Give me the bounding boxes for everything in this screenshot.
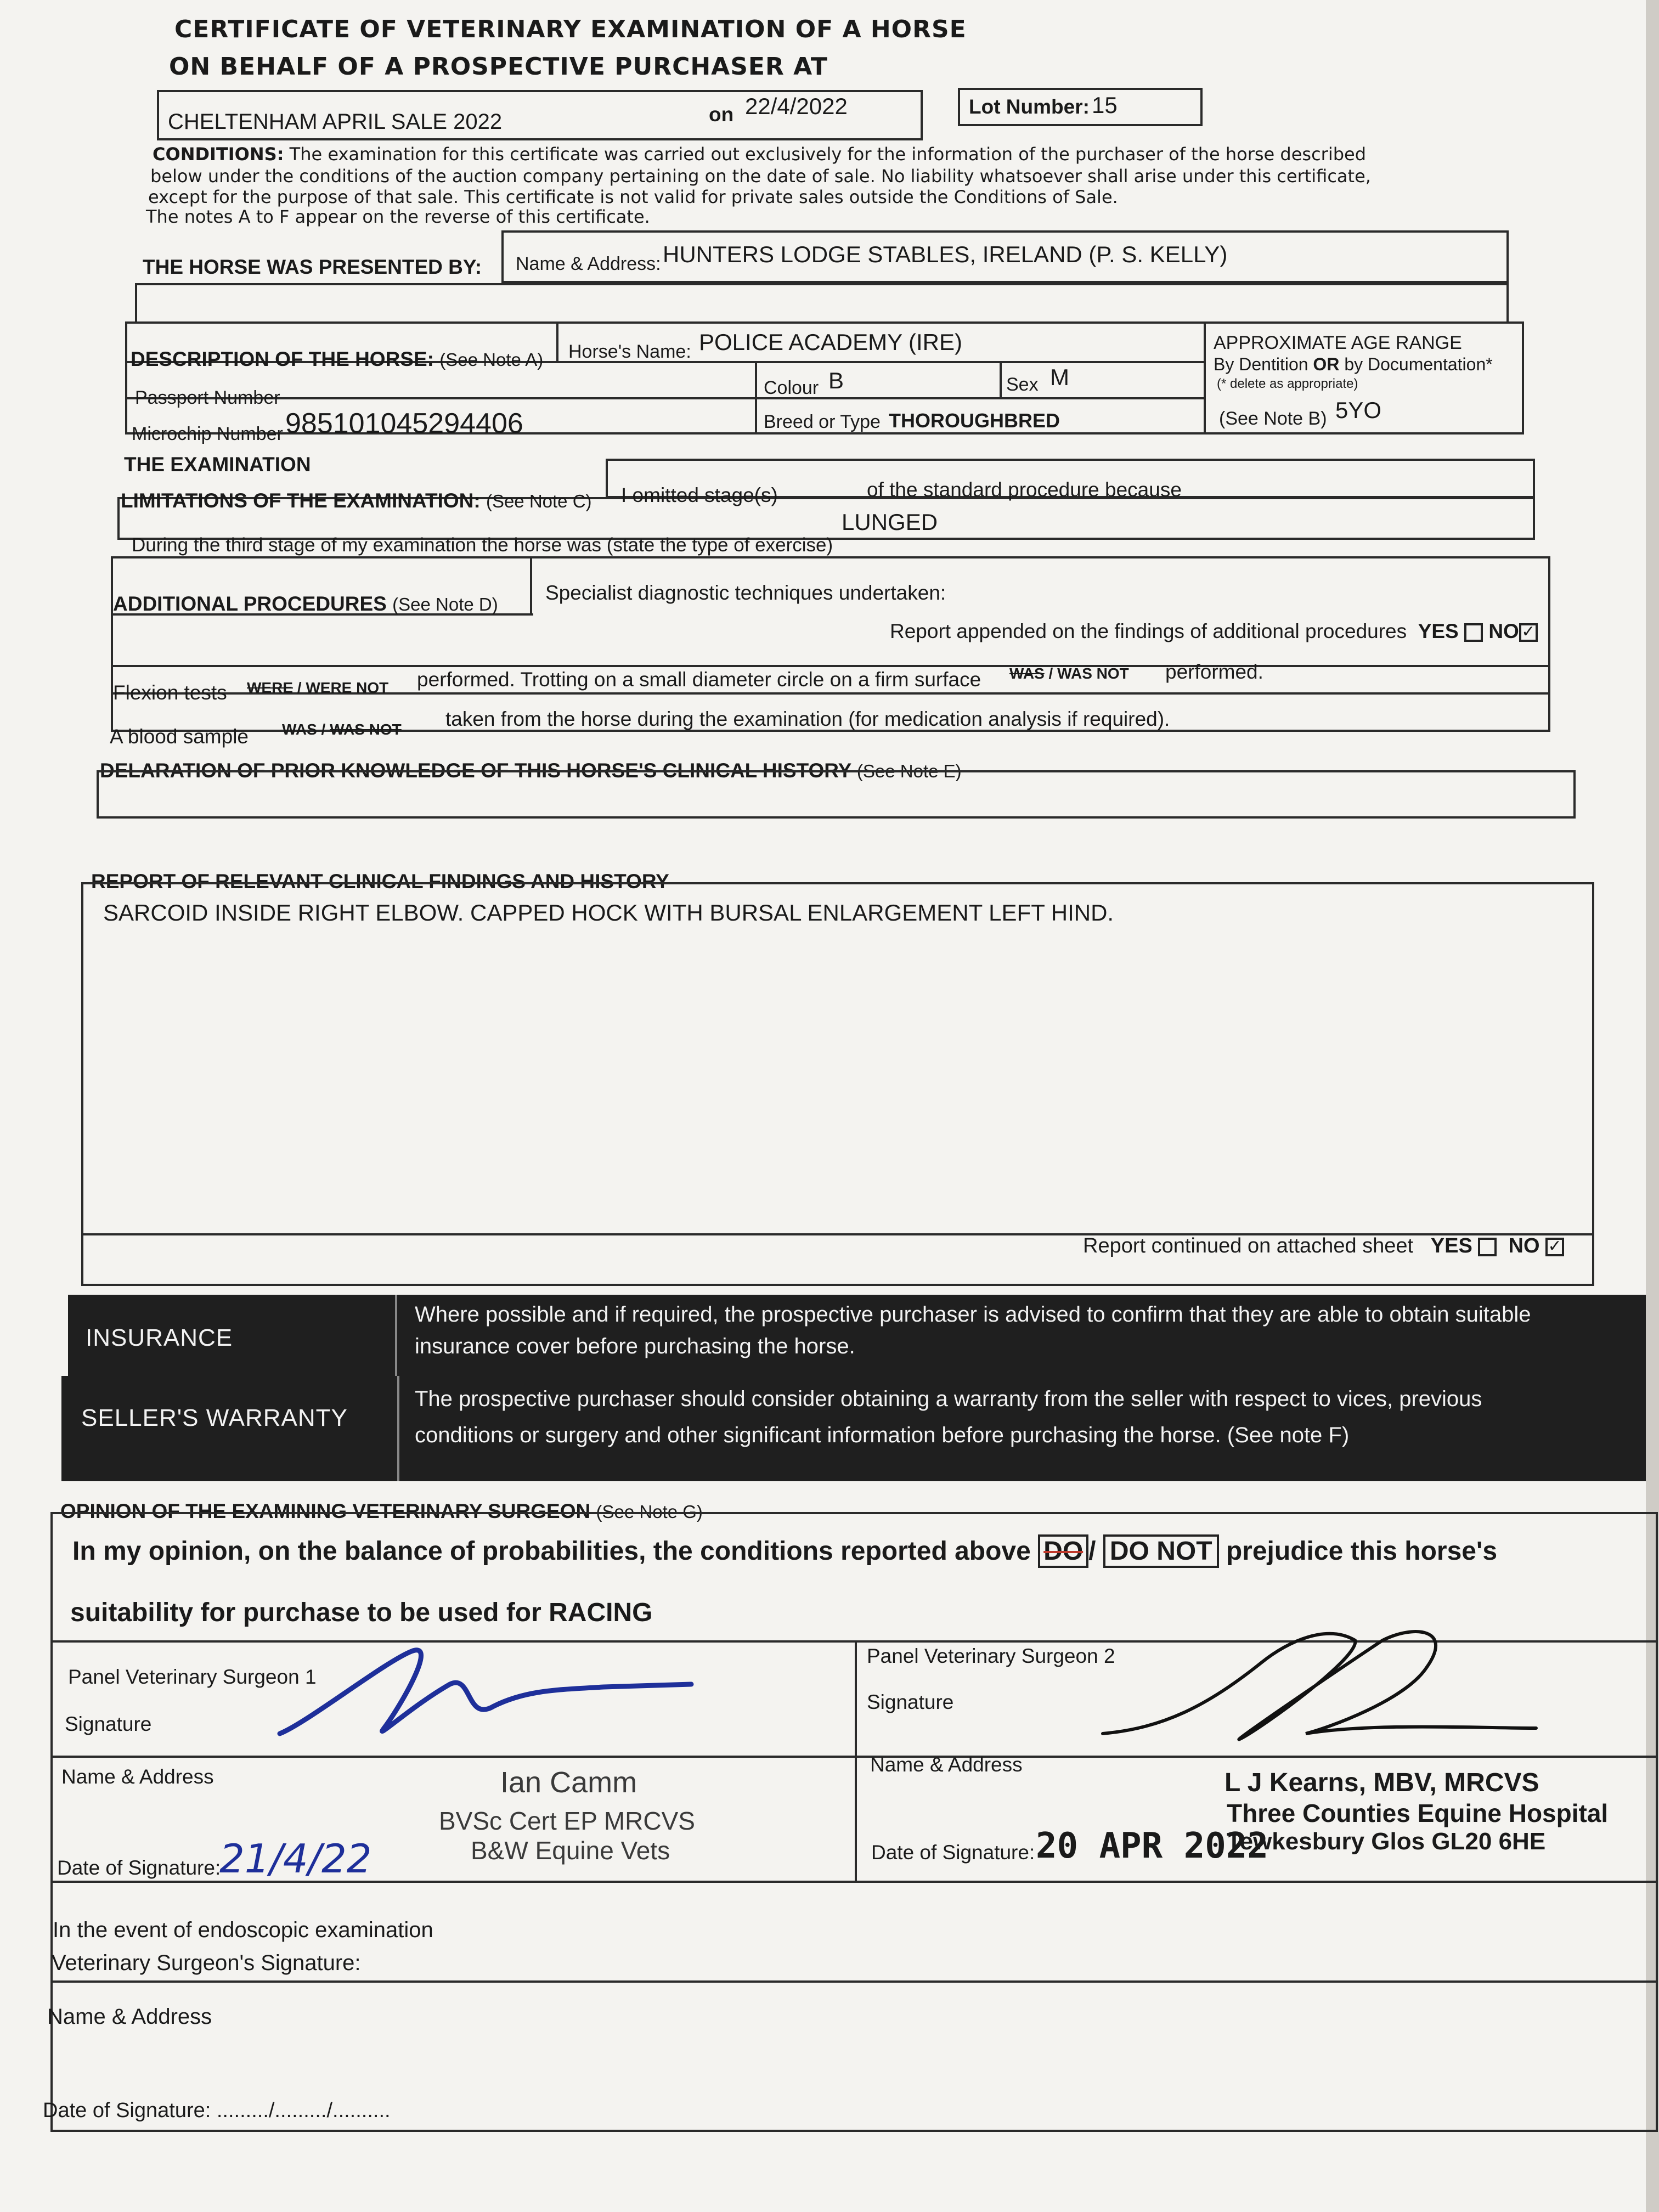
insurance-band <box>68 1295 1646 1377</box>
third-stage-value: LUNGED <box>842 509 938 535</box>
surgeon-2-name-label: Name & Address <box>870 1753 1023 1776</box>
passport-label: Passport Number <box>135 387 280 408</box>
colour-label: Colour <box>764 377 819 398</box>
conditions-line-1: CONDITIONS: The examination for this certificate was carried out exclusively for the information of the purchaser of the horse described <box>153 144 1367 165</box>
panel-surgeon-2-label: Panel Veterinary Surgeon 2 <box>867 1645 1115 1667</box>
trotting-performed: performed. <box>1165 661 1263 683</box>
presented-box-2 <box>135 283 1509 324</box>
surgeon-2-name: L J Kearns, MBV, MRCVS <box>1224 1768 1539 1797</box>
warranty-text-2: conditions or surgery and other significant information before purchasing the horse. (See note F) <box>415 1423 1350 1447</box>
surgeon-1-name-label: Name & Address <box>61 1765 214 1788</box>
third-stage-label: During the third stage of my examination the horse was (state the type of exercise) <box>132 534 833 556</box>
do-not-option: DO NOT <box>1103 1534 1219 1568</box>
report-label: REPORT OF RELEVANT CLINICAL FINDINGS AND HISTORY <box>91 870 669 893</box>
presented-label: THE HORSE WAS PRESENTED BY: <box>143 256 482 278</box>
surgeon-2-address: Tewkesbury Glos GL20 6HE <box>1227 1828 1546 1855</box>
sex-label: Sex <box>1006 374 1039 395</box>
examination-label: THE EXAMINATION <box>124 453 311 476</box>
report-appended-label: Report appended on the findings of additional procedures YES NO ✓ <box>890 620 1538 643</box>
title-line-2: ON BEHALF OF A PROSPECTIVE PURCHASER AT <box>169 53 828 81</box>
age-title: APPROXIMATE AGE RANGE <box>1214 332 1462 353</box>
limitations-label: LIMITATIONS OF THE EXAMINATION: (See Note C) <box>121 489 592 512</box>
warranty-band <box>61 1376 1646 1481</box>
flexion-options: WERE / WERE NOT <box>247 679 389 696</box>
appended-no-checkbox[interactable]: ✓ <box>1519 623 1538 642</box>
surgeon-2-date-label: Date of Signature: <box>871 1841 1035 1864</box>
surgeon-1-date-label: Date of Signature: <box>57 1857 221 1879</box>
panel-surgeon-1-label: Panel Veterinary Surgeon 1 <box>68 1666 317 1688</box>
sale-name: CHELTENHAM APRIL SALE 2022 <box>168 110 503 134</box>
conditions-label: CONDITIONS: <box>153 144 284 165</box>
description-label: DESCRIPTION OF THE HORSE: (See Note A) <box>131 348 544 370</box>
declaration-label: DELARATION OF PRIOR KNOWLEDGE OF THIS HORSE'S CLINICAL HISTORY (See Note E) <box>100 759 962 782</box>
on-label: on <box>709 103 734 126</box>
conditions-line-4: The notes A to F appear on the reverse of this certificate. <box>146 206 650 227</box>
surgeon-1-practice: B&W Equine Vets <box>471 1836 670 1865</box>
specialist-label: Specialist diagnostic techniques undertaken: <box>545 582 946 604</box>
report-continued: Report continued on attached sheet YES NO ✓ <box>1083 1234 1564 1258</box>
horse-name-label: Horse's Name: <box>568 341 691 362</box>
insurance-text-1: Where possible and if required, the prospective purchaser is advised to confirm that they are able to obtain suitable <box>415 1302 1531 1327</box>
blood-label: A blood sample <box>110 725 249 748</box>
standard-label: of the standard procedure because <box>867 478 1182 501</box>
continued-no-checkbox[interactable]: ✓ <box>1545 1238 1564 1256</box>
warranty-label: SELLER'S WARRANTY <box>81 1404 348 1431</box>
flexion-performed: performed. Trotting on a small diameter circle on a firm surface <box>417 668 981 691</box>
endoscopic-line-2: Veterinary Surgeon's Signature: <box>52 1951 361 1975</box>
sex-value: M <box>1050 364 1069 390</box>
opinion-text: In my opinion, on the balance of probabilities, the conditions reported above DO / DO NOT prejudice this horse's <box>72 1536 1497 1566</box>
surgeon-2-signature-label: Signature <box>867 1691 954 1713</box>
endoscopic-line-1: In the event of endoscopic examination <box>53 1918 433 1942</box>
endoscopic-date-label: Date of Signature: ........./........./.......... <box>43 2099 391 2122</box>
surgeon-1-signature-label: Signature <box>65 1713 152 1735</box>
appended-yes-checkbox[interactable] <box>1464 623 1483 642</box>
declaration-box <box>97 770 1576 819</box>
surgeon-2-hospital: Three Counties Equine Hospital <box>1227 1799 1609 1827</box>
blood-options: WAS / WAS NOT <box>282 721 402 738</box>
presented-name-label: Name & Address: <box>516 253 661 274</box>
additional-label: ADDITIONAL PROCEDURES (See Note D) <box>113 592 498 615</box>
age-note: (See Note B) <box>1219 408 1327 429</box>
endoscopic-name-label: Name & Address <box>47 2005 212 2029</box>
opinion-label: OPINION OF THE EXAMINING VETERINARY SURGEON (See Note G) <box>60 1500 703 1522</box>
warranty-text-1: The prospective purchaser should consider obtaining a warranty from the seller with respect to vices, previous <box>415 1387 1482 1411</box>
age-delete-note: (* delete as appropriate) <box>1217 376 1358 391</box>
continued-yes-checkbox[interactable] <box>1478 1238 1497 1256</box>
microchip-value: 985101045294406 <box>285 408 523 439</box>
trotting-options: WAS / WAS NOT <box>1009 665 1129 682</box>
age-value: 5YO <box>1335 397 1382 423</box>
report-findings: SARCOID INSIDE RIGHT ELBOW. CAPPED HOCK WITH BURSAL ENLARGEMENT LEFT HIND. <box>103 900 1114 926</box>
age-by: By Dentition OR by Documentation* <box>1214 354 1493 374</box>
surgeon-2-date-stamp: 20 APR 2022 <box>1036 1826 1268 1866</box>
breed-value: THOROUGHBRED <box>889 409 1060 432</box>
report-box <box>81 882 1594 1286</box>
flexion-label: Flexion tests <box>113 681 227 704</box>
insurance-text-2: insurance cover before purchasing the horse. <box>415 1334 855 1358</box>
conditions-line-3: except for the purpose of that sale. This certificate is not valid for private sales outside the Conditions of Sale. <box>148 187 1118 207</box>
conditions-line-2: below under the conditions of the auction company pertaining on the date of sale. No liability whatsoever shall arise under this certificate, <box>150 166 1371 187</box>
surgeon-1-date: 21/4/22 <box>219 1836 372 1882</box>
surgeon-1-name: Ian Camm <box>500 1766 637 1799</box>
insurance-label: INSURANCE <box>86 1324 233 1351</box>
title-line-1: CERTIFICATE OF VETERINARY EXAMINATION OF A HORSE <box>174 15 967 43</box>
horse-name: POLICE ACADEMY (IRE) <box>699 329 963 355</box>
breed-label: Breed or Type <box>764 411 881 432</box>
surgeon-1-quals: BVSc Cert EP MRCVS <box>439 1807 695 1835</box>
opinion-text-2: suitability for purchase to be used for RACING <box>70 1598 653 1627</box>
colour-value: B <box>828 368 844 393</box>
do-option: DO <box>1038 1534 1088 1568</box>
presented-value: HUNTERS LODGE STABLES, IRELAND (P. S. KELLY) <box>663 241 1228 267</box>
omitted-label: I omitted stage(s) <box>621 484 778 506</box>
lot-label: Lot Number: <box>969 95 1090 118</box>
sale-date: 22/4/2022 <box>745 93 848 119</box>
surgeon-2-signature <box>1097 1618 1547 1745</box>
microchip-label: Microchip Number <box>132 424 283 444</box>
lot-number: 15 <box>1092 92 1118 118</box>
surgeon-1-signature <box>274 1640 702 1750</box>
blood-text: taken from the horse during the examination (for medication analysis if required). <box>445 708 1170 730</box>
